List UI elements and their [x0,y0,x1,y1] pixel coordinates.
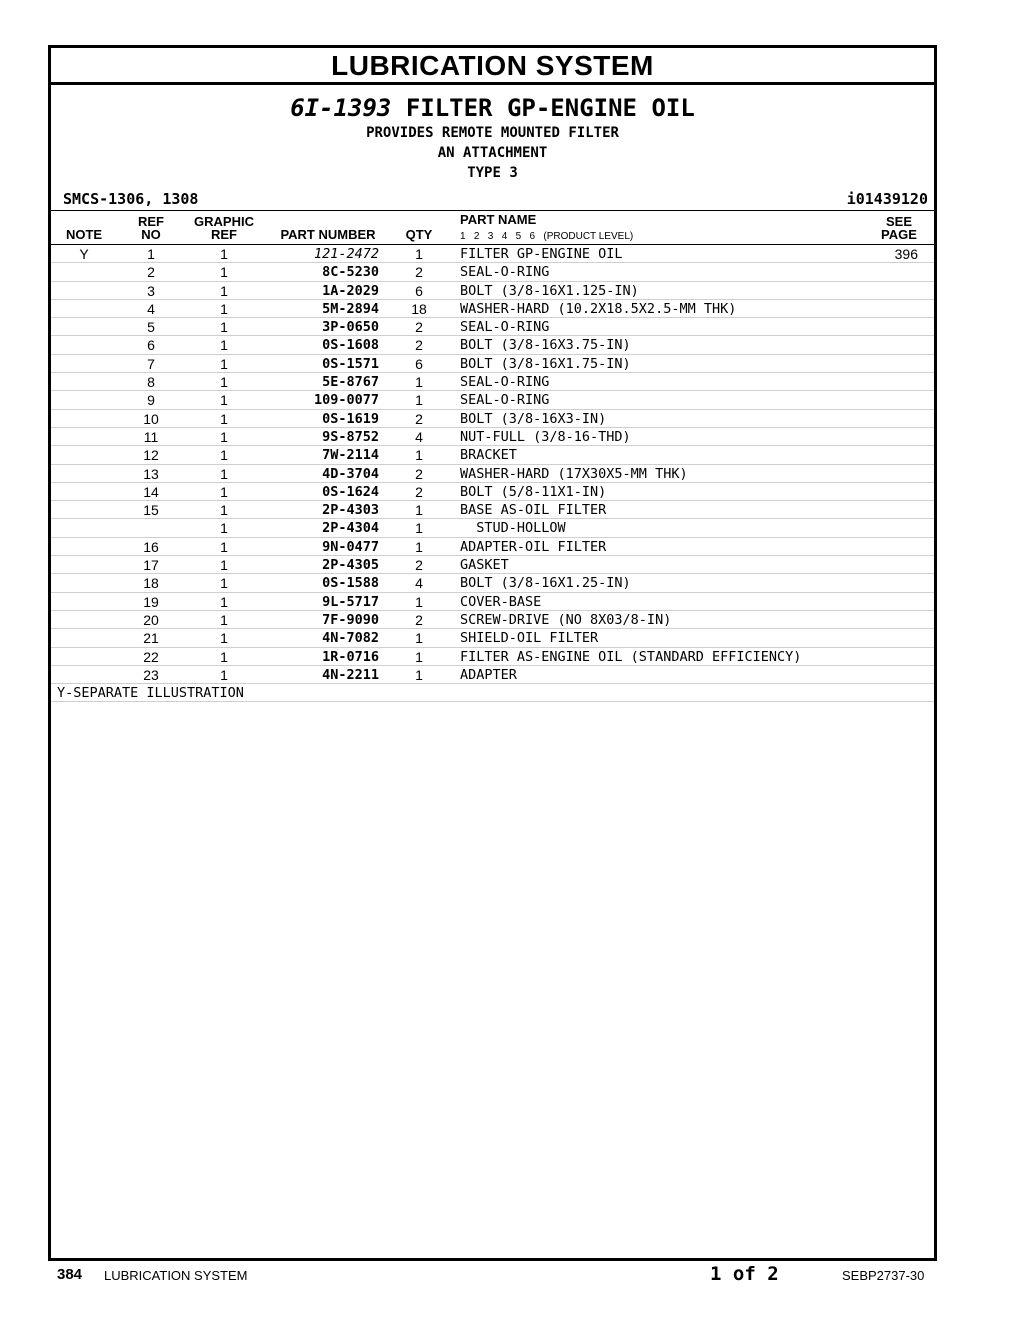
table-row [51,666,934,684]
part-name-cell: SCREW-DRIVE (NO 8X03/8-IN) [460,611,672,628]
col-ref-no-line2: NO [141,227,161,242]
part-number-cell[interactable]: 0S-1619 [322,410,379,427]
graphic-ref-cell: 1 [220,520,228,537]
part-name-cell: SEAL-O-RING [460,319,550,336]
table-row [51,593,934,611]
ref-no-cell: 4 [147,300,155,317]
note-cell: Y [79,246,89,262]
qty-cell: 1 [415,392,423,409]
qty-cell: 4 [415,575,423,592]
page-footer [0,1262,1020,1286]
graphic-ref-cell: 1 [220,648,228,665]
part-number-cell[interactable]: 9L-5717 [322,593,379,610]
ref-no-cell: 23 [143,666,159,683]
ref-no-cell: 14 [143,483,159,500]
col-see-page-line2: PAGE [881,227,917,242]
qty-cell: 1 [415,447,423,464]
graphic-ref-cell: 1 [220,246,228,262]
table-row [51,318,934,336]
part-number-cell[interactable]: 7W-2114 [322,447,379,464]
table-row [51,648,934,666]
graphic-ref-cell: 1 [220,575,228,592]
ref-no-cell: 7 [147,355,155,372]
part-number-cell[interactable]: 1A-2029 [322,282,379,299]
parts-table-body [51,245,934,702]
table-row [51,611,934,629]
graphic-ref-cell: 1 [220,410,228,427]
footnote-text: Y-SEPARATE ILLUSTRATION [57,685,244,702]
qty-cell: 1 [415,520,423,537]
document-id: SEBP2737-30 [842,1268,925,1283]
graphic-ref-cell: 1 [220,319,228,336]
col-see-page-line1: SEE [885,214,912,229]
graphic-ref-cell: 1 [220,483,228,500]
ref-no-cell: 1 [147,246,155,262]
table-row [51,428,934,446]
qty-cell: 1 [415,246,423,262]
table-row [51,483,934,501]
col-part-name: PART NAME [460,212,537,227]
ref-no-cell: 8 [147,374,155,391]
col-qty: QTY [405,227,433,242]
part-name-cell: ADAPTER-OIL FILTER [460,538,607,555]
group-header [51,93,934,183]
part-number-cell[interactable]: 7F-9090 [322,611,379,628]
col-ref-no-line1: REF [138,214,164,229]
qty-cell: 6 [415,282,423,299]
graphic-ref-cell: 1 [220,666,228,683]
graphic-ref-cell: 1 [220,392,228,409]
table-row [51,519,934,537]
part-number-cell[interactable]: 121-2472 [313,246,379,262]
part-name-cell: SEAL-O-RING [460,264,550,281]
group-sub-line: AN ATTACHMENT [437,145,548,161]
graphic-ref-cell: 1 [220,282,228,299]
part-name-cell: BOLT (3/8-16X3.75-IN) [460,337,631,354]
graphic-ref-cell: 1 [220,355,228,372]
table-row [51,355,934,373]
part-number-cell[interactable]: 4D-3704 [322,465,379,482]
group-name: FILTER GP-ENGINE OIL [405,94,695,122]
graphic-ref-cell: 1 [220,502,228,519]
part-name-cell: GASKET [460,557,509,574]
qty-cell: 18 [411,300,427,317]
see-page-cell[interactable]: 396 [894,246,918,262]
part-name-cell: BRACKET [460,447,517,464]
part-number-cell[interactable]: 9N-0477 [322,538,379,555]
part-number-cell[interactable]: 0S-1624 [322,483,379,500]
part-name-cell: BOLT (3/8-16X3-IN) [460,410,607,427]
part-number-cell[interactable]: 0S-1571 [322,355,379,372]
part-number-cell[interactable]: 4N-2211 [322,666,379,683]
part-name-cell: NUT-FULL (3/8-16-THD) [460,428,631,445]
group-part-number[interactable]: 6I-1393 [290,94,392,122]
table-row [51,373,934,391]
graphic-ref-cell: 1 [220,593,228,610]
part-name-cell: SEAL-O-RING [460,374,550,391]
ref-no-cell: 6 [147,337,155,354]
part-name-cell: ADAPTER [460,666,517,683]
qty-cell: 2 [415,319,423,336]
part-number-cell[interactable]: 5E-8767 [322,374,379,391]
col-note: NOTE [65,227,103,242]
part-number-cell[interactable]: 9S-8752 [322,428,379,445]
ref-no-cell: 13 [143,465,159,482]
part-name-cell: BOLT (3/8-16X1.25-IN) [460,575,631,592]
part-number-cell[interactable]: 2P-4305 [322,557,379,574]
table-row [51,501,934,519]
table-row [51,245,934,263]
ref-no-cell: 12 [143,447,159,464]
table-row [51,556,934,574]
qty-cell: 2 [415,611,423,628]
qty-cell: 2 [415,465,423,482]
table-row [51,282,934,300]
ref-no-cell: 2 [147,264,155,281]
graphic-ref-cell: 1 [220,264,228,281]
qty-cell: 2 [415,410,423,427]
part-number-cell[interactable]: 5M-2894 [322,300,379,317]
qty-cell: 1 [415,630,423,647]
qty-cell: 2 [415,557,423,574]
part-number-cell[interactable]: 0S-1588 [322,575,379,592]
table-row [51,629,934,647]
ref-no-cell: 20 [143,611,159,628]
ref-no-cell: 18 [143,575,159,592]
table-row [51,446,934,464]
part-name-cell: FILTER AS-ENGINE OIL (STANDARD EFFICIENCY) [460,648,802,665]
section-title: LUBRICATION SYSTEM [51,48,934,85]
part-number-cell[interactable]: 109-0077 [313,392,379,409]
part-number-cell[interactable]: 2P-4303 [322,502,379,519]
parts-sheet [48,45,937,1261]
graphic-ref-cell: 1 [220,557,228,574]
table-row [51,574,934,592]
part-number-cell[interactable]: 3P-0650 [322,319,379,336]
page-number: 384 [57,1266,83,1283]
qty-cell: 6 [415,355,423,372]
part-name-cell: STUD-HOLLOW [460,520,566,537]
graphic-ref-cell: 1 [220,465,228,482]
group-title [51,93,934,123]
table-row [51,300,934,318]
ref-no-cell: 9 [147,392,155,409]
ref-no-cell: 5 [147,319,155,336]
qty-cell: 1 [415,648,423,665]
part-number-cell[interactable]: 2P-4304 [322,520,379,537]
graphic-ref-cell: 1 [220,300,228,317]
smcs-row [51,188,934,211]
table-row [51,336,934,354]
graphic-ref-cell: 1 [220,428,228,445]
part-number-cell[interactable]: 1R-0716 [322,648,379,665]
part-name-cell: WASHER-HARD (10.2X18.5X2.5-MM THK) [460,300,737,317]
part-name-cell: BOLT (3/8-16X1.125-IN) [460,282,639,299]
qty-cell: 2 [415,337,423,354]
table-row [51,538,934,556]
ref-no-cell: 11 [143,428,159,445]
ref-no-cell: 3 [147,282,155,299]
part-name-cell: WASHER-HARD (17X30X5-MM THK) [460,465,688,482]
graphic-ref-cell: 1 [220,447,228,464]
ref-no-cell: 15 [143,502,159,519]
ref-no-cell: 16 [143,538,159,555]
part-name-cell: BOLT (3/8-16X1.75-IN) [460,355,631,372]
footnote-row [51,684,934,702]
footer-section: LUBRICATION SYSTEM [104,1268,248,1283]
graphic-ref-cell: 1 [220,611,228,628]
part-number-cell[interactable]: 4N-7082 [322,630,379,647]
part-name-cell: BASE AS-OIL FILTER [460,502,607,519]
table-header [51,212,934,245]
part-name-cell: BOLT (5/8-11X1-IN) [460,483,607,500]
smcs-codes: SMCS-1306, 1308 [63,190,199,208]
qty-cell: 2 [415,483,423,500]
group-sub-line: PROVIDES REMOTE MOUNTED FILTER [366,125,619,141]
ref-no-cell: 19 [143,593,159,610]
ref-no-cell: 10 [143,410,159,427]
graphic-ref-cell: 1 [220,337,228,354]
part-name-cell: SEAL-O-RING [460,392,550,409]
part-number-cell[interactable]: 0S-1608 [322,337,379,354]
table-row [51,410,934,428]
col-part-number: PART NUMBER [280,227,376,242]
col-graphic-ref-line1: GRAPHIC [194,214,254,229]
qty-cell: 1 [415,538,423,555]
qty-cell: 1 [415,666,423,683]
qty-cell: 2 [415,264,423,281]
qty-cell: 1 [415,593,423,610]
table-row [51,465,934,483]
qty-cell: 4 [415,428,423,445]
graphic-ref-cell: 1 [220,374,228,391]
graphic-ref-cell: 1 [220,630,228,647]
col-product-levels: 1 2 3 4 5 6 (PRODUCT LEVEL) [460,231,634,242]
graphic-ref-cell: 1 [220,538,228,555]
col-graphic-ref-line2: REF [211,227,237,242]
group-sub-line: TYPE 3 [467,165,518,181]
ref-no-cell: 22 [143,648,159,665]
part-number-cell[interactable]: 8C-5230 [322,264,379,281]
page-of: 1 of 2 [710,1263,779,1285]
illustration-id: i01439120 [846,190,928,208]
part-name-cell: COVER-BASE [460,593,542,610]
part-name-cell: FILTER GP-ENGINE OIL [460,246,623,262]
table-row [51,391,934,409]
ref-no-cell: 17 [143,557,159,574]
qty-cell: 1 [415,374,423,391]
part-name-cell: SHIELD-OIL FILTER [460,630,599,647]
table-row [51,263,934,281]
qty-cell: 1 [415,502,423,519]
ref-no-cell: 21 [143,630,159,647]
